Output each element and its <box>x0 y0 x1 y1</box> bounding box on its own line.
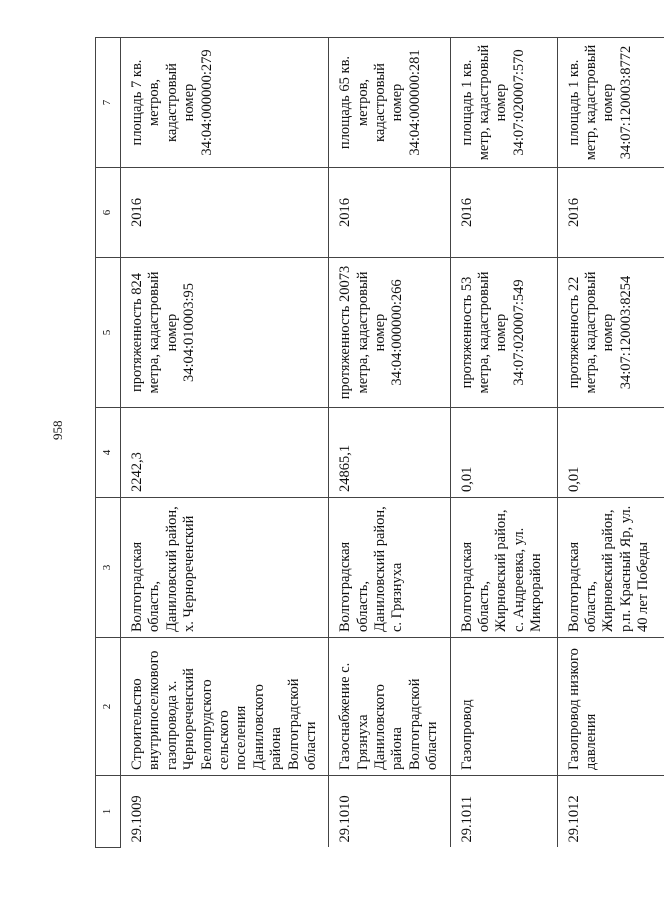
cell-address: Волгоградская область, Даниловский район, с. Грязнуха <box>329 498 450 638</box>
registry-table <box>95 37 664 848</box>
cell-land-plot: площадь 7 кв. метров, кадастровый номер 34:04:000000:279 <box>121 38 329 168</box>
cell-cost: 24865,1 <box>329 408 450 498</box>
cell-characteristics: протяженность 53 метра, кадастровый номер 34:07:020007:549 <box>450 258 557 408</box>
column-header: 5 <box>96 258 121 408</box>
cell-year: 2016 <box>121 168 329 258</box>
cell-year: 2016 <box>450 168 557 258</box>
registry-table-container <box>95 38 652 848</box>
column-header: 6 <box>96 168 121 258</box>
cell-object-name: Газоснабжение с. Грязнуха Даниловского района Волгоградской области <box>329 638 450 776</box>
column-header: 3 <box>96 498 121 638</box>
cell-characteristics: протяженность 20073 метра, кадастровый номер 34:04:000000:266 <box>329 258 450 408</box>
cell-cost: 0,01 <box>450 408 557 498</box>
cell-characteristics: протяженность 22 метра, кадастровый номер 34:07:120003:8254 <box>557 258 664 408</box>
cell-number: 29.1011 <box>450 776 557 848</box>
table-header-row <box>96 38 121 848</box>
cell-year: 2016 <box>557 168 664 258</box>
cell-address: Волгоградская область, Даниловский район, х. Чернореченский <box>121 498 329 638</box>
cell-object-name: Газопровод <box>450 638 557 776</box>
cell-address: Волгоградская область, Жирновский район, с. Андреевка, ул. Микрорайон <box>450 498 557 638</box>
cell-cost: 2242,3 <box>121 408 329 498</box>
cell-address: Волгоградская область, Жирновский район, р.п. Красный Яр, ул. 40 лет Победы <box>557 498 664 638</box>
column-header: 1 <box>96 776 121 848</box>
cell-object-name: Строительство внутрипоселкового газопровода х. Чернореченский Белопрудского сельского поселения Даниловского района Волгоградской области <box>121 638 329 776</box>
page-number: 958 <box>50 420 65 440</box>
cell-characteristics: протяженность 824 метра, кадастровый номер 34:04:010003:95 <box>121 258 329 408</box>
table-row <box>450 38 557 848</box>
cell-cost: 0,01 <box>557 408 664 498</box>
column-header: 2 <box>96 638 121 776</box>
cell-number: 29.1009 <box>121 776 329 848</box>
cell-number: 29.1012 <box>557 776 664 848</box>
cell-number: 29.1010 <box>329 776 450 848</box>
table-row <box>329 38 450 848</box>
table-row <box>121 38 329 848</box>
cell-year: 2016 <box>329 168 450 258</box>
cell-land-plot: площадь 65 кв. метров, кадастровый номер 34:04:000000:281 <box>329 38 450 168</box>
column-header: 7 <box>96 38 121 168</box>
cell-land-plot: площадь 1 кв. метр, кадастровый номер 34:07:120003:8772 <box>557 38 664 168</box>
cell-land-plot: площадь 1 кв. метр, кадастровый номер 34:07:020007:570 <box>450 38 557 168</box>
cell-object-name: Газопровод низкого давления <box>557 638 664 776</box>
table-row <box>557 38 664 848</box>
column-header: 4 <box>96 408 121 498</box>
